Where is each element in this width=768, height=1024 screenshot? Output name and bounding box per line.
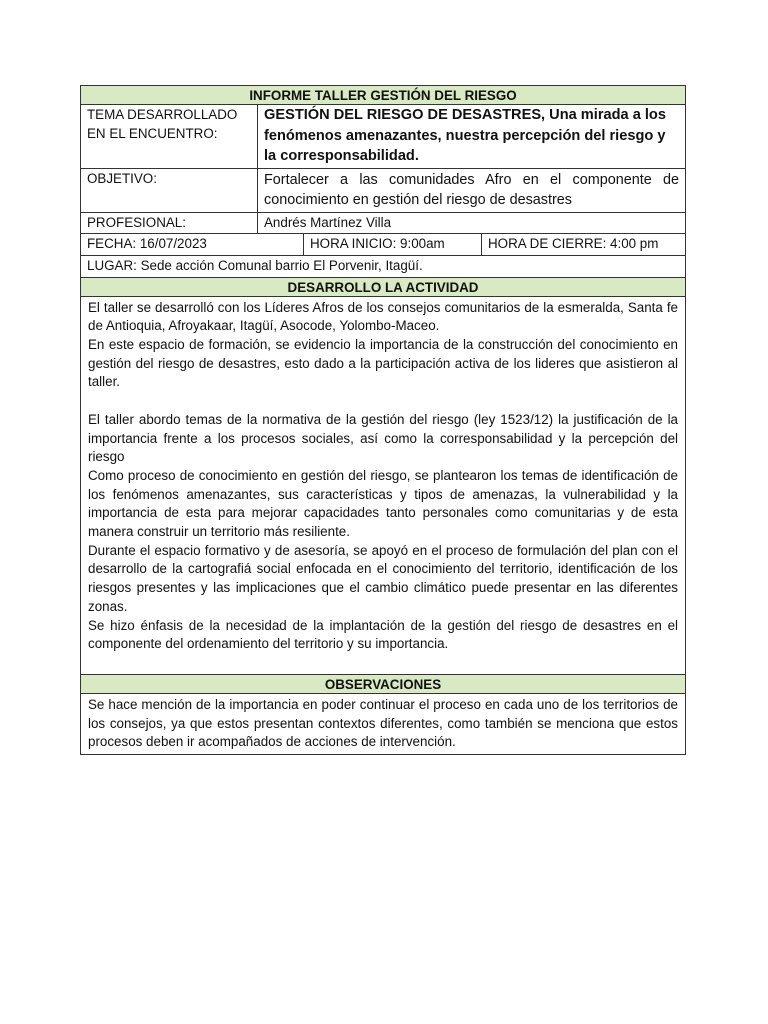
title-row bbox=[81, 86, 685, 104]
observaciones-body-row bbox=[81, 693, 685, 754]
tema-value: GESTIÓN DEL RIESGO DE DESASTRES, Una mirada a los fenómenos amenazantes, nuestra percepción del riesgo y la corresponsabilidad. bbox=[257, 105, 685, 168]
profesional-value: Andrés Martínez Villa bbox=[257, 213, 685, 234]
observaciones-text: Se hace mención de la importancia en poder continuar el proceso en cada uno de los territorios de los consejos, ya que estos presentan contextos diferentes, como también se menciona que estos procesos deben ir acompañados de acciones de intervención. bbox=[88, 696, 678, 750]
fecha-cell: FECHA: 16/07/2023 bbox=[87, 236, 207, 252]
hora-cierre-cell: HORA DE CIERRE: 4:00 pm bbox=[481, 234, 685, 255]
profesional-row bbox=[81, 212, 685, 234]
lugar-row bbox=[81, 255, 685, 277]
tema-label: TEMA DESARROLLADO EN EL ENCUENTRO: bbox=[87, 107, 238, 141]
objetivo-row bbox=[81, 168, 685, 212]
desarrollo-paragraph: Durante el espacio formativo y de asesoría, se apoyó en el proceso de formulación del plan con el desarrollo de la cartografiá social enfocada en el conocimiento del territorio, identificación de los riesgos presentes y las implicaciones que el cambio climático puede presentar en las diferentes zonas. bbox=[88, 542, 678, 614]
blank-line bbox=[88, 392, 678, 411]
desarrollo-body-row bbox=[81, 296, 685, 674]
observaciones-heading: OBSERVACIONES bbox=[81, 675, 685, 693]
objetivo-value: Fortalecer a las comunidades Afro en el componente de conocimiento en gestión del riesgo de desastres bbox=[257, 169, 685, 212]
desarrollo-body bbox=[81, 297, 685, 674]
desarrollo-paragraph: El taller abordo temas de la normativa de la gestión del riesgo (ley 1523/12) la justificación de la importancia frente a los procesos sociales, así como la corresponsabilidad y la percepción del riesgo bbox=[88, 411, 678, 465]
desarrollo-heading: DESARROLLO LA ACTIVIDAD bbox=[81, 278, 685, 296]
profesional-label: PROFESIONAL: bbox=[87, 214, 186, 230]
hora-inicio-cell: HORA INICIO: 9:00am bbox=[303, 234, 481, 255]
desarrollo-paragraph: En este espacio de formación, se evidencio la importancia de la construcción del conocimiento en gestión del riesgo de desastres, esto dado a la participación activa de los lideres que asistieron al taller. bbox=[88, 337, 678, 390]
fecha-row bbox=[81, 233, 685, 255]
desarrollo-paragraph: Se hizo énfasis de la necesidad de la implantación de la gestión del riesgo de desastres en el componente del ordenamiento del territorio y su importancia. bbox=[88, 617, 678, 652]
lugar-cell: LUGAR: Sede acción Comunal barrio El Porvenir, Itagüí. bbox=[87, 257, 423, 273]
desarrollo-paragraph: Como proceso de conocimiento en gestión del riesgo, se plantearon los temas de identificación de los fenómenos amenazantes, sus características y tipos de amenazas, la vulnerabilidad y la importancia de esta para mejorar capacidades tanto personales como comunitarias y de esta manera construir un territorio más resiliente. bbox=[88, 467, 678, 540]
objetivo-label: OBJETIVO: bbox=[87, 170, 157, 186]
report-table bbox=[80, 85, 686, 755]
observaciones-heading-row bbox=[81, 674, 685, 693]
desarrollo-heading-row bbox=[81, 277, 685, 296]
report-title: INFORME TALLER GESTIÓN DEL RIESGO bbox=[81, 86, 685, 104]
tema-row bbox=[81, 104, 685, 168]
desarrollo-paragraph: El taller se desarrolló con los Líderes Afros de los consejos comunitarios de la esmeralda, Santa fe de Antioquia, Afroyakaar, Itagüí, Asocode, Yolombo-Maceo. bbox=[88, 299, 678, 334]
